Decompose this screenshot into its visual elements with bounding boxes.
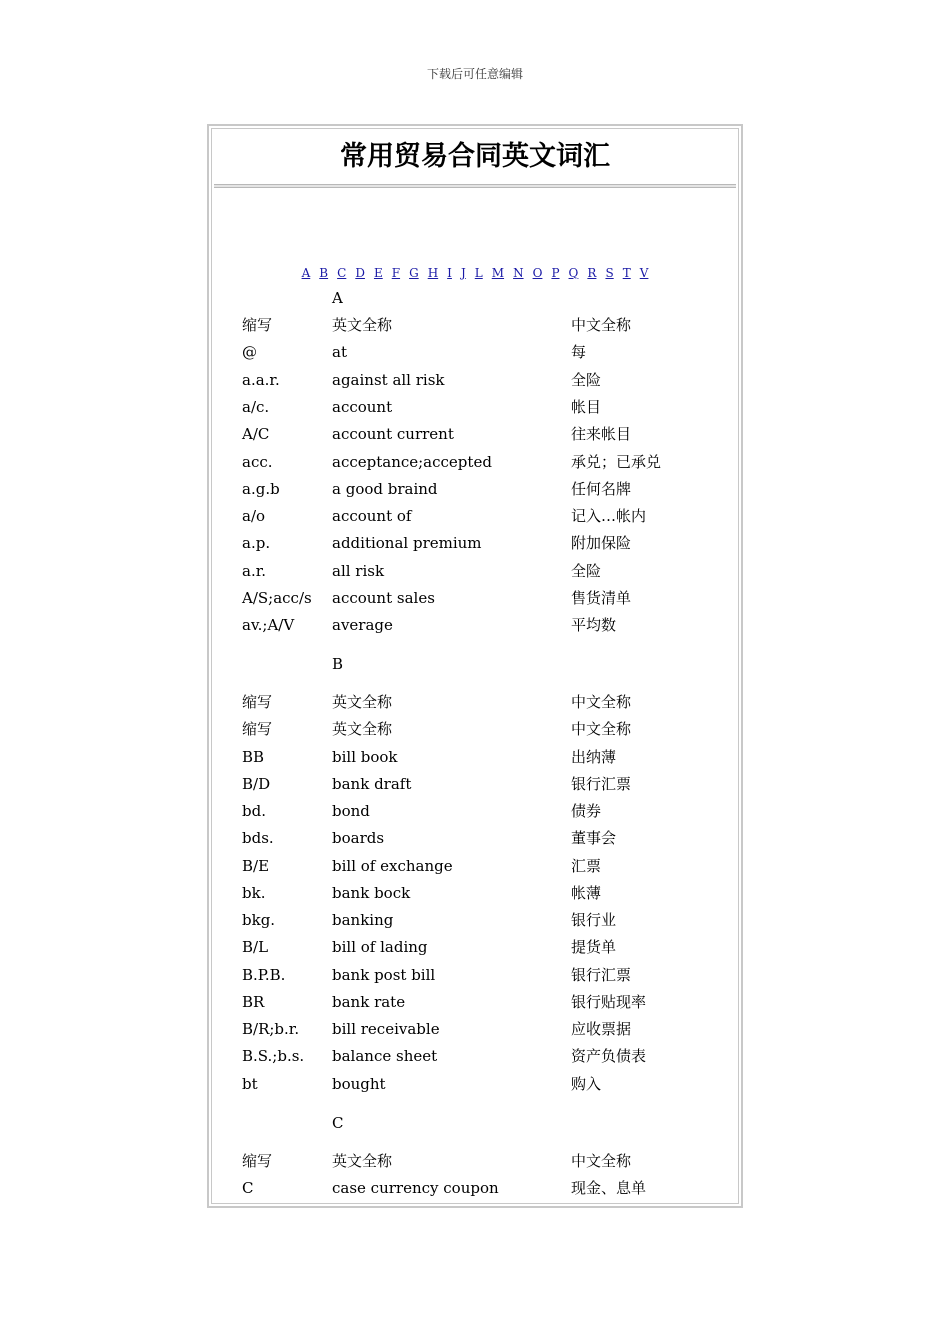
chinese-term-cell: 债券: [571, 802, 602, 820]
index-link-q[interactable]: Q: [568, 266, 579, 280]
english-term-cell: acceptance;accepted: [332, 452, 492, 471]
table-row: [212, 827, 732, 849]
chinese-term-cell: 中文全称: [571, 693, 632, 711]
english-term-cell: bank draft: [332, 774, 412, 793]
index-link-c[interactable]: C: [337, 266, 347, 280]
english-term-cell: bill book: [332, 747, 398, 766]
index-link-f[interactable]: F: [391, 266, 401, 280]
english-term-cell: account current: [332, 425, 454, 444]
chinese-term-cell: 往来帐目: [571, 425, 632, 444]
table-row: [212, 991, 732, 1013]
abbreviation-cell: 缩写: [242, 693, 273, 711]
english-term-cell: bank post bill: [332, 965, 436, 984]
chinese-term-cell: 中文全称: [571, 316, 632, 334]
abbreviation-cell: B/E: [242, 856, 270, 875]
abbreviation-cell: B/L: [242, 938, 269, 957]
chinese-term-cell: 平均数: [571, 616, 617, 635]
table-row: [212, 341, 732, 363]
index-link-i[interactable]: I: [447, 266, 452, 280]
chinese-term-cell: 银行汇票: [571, 965, 632, 984]
abbreviation-cell: B.S.;b.s.: [242, 1047, 305, 1066]
abbreviation-cell: a.p.: [242, 534, 271, 553]
chinese-term-cell: 资产负债表: [571, 1047, 647, 1066]
index-link-d[interactable]: D: [355, 266, 365, 280]
chinese-term-cell: 购入: [571, 1074, 602, 1093]
glossary-table: [207, 124, 743, 1208]
abbreviation-cell: 缩写: [242, 720, 273, 739]
chinese-term-cell: 提货单: [571, 938, 617, 957]
abbreviation-cell: a.g.b: [242, 479, 280, 498]
abbreviation-cell: A/S;acc/s: [242, 589, 312, 607]
chinese-term-cell: 出纳薄: [571, 747, 617, 766]
index-link-s[interactable]: S: [605, 266, 614, 280]
english-term-cell: 英文全称: [332, 693, 393, 711]
abbreviation-cell: bk.: [242, 883, 266, 902]
table-row: [212, 587, 732, 609]
chinese-term-cell: 全险: [571, 370, 602, 389]
page-title: 常用贸易合同英文词汇: [340, 141, 610, 172]
abbreviation-cell: 缩写: [242, 1152, 273, 1170]
table-row: [212, 1045, 732, 1067]
chinese-term-cell: 董事会: [571, 829, 617, 848]
abbreviation-cell: a.r.: [242, 561, 267, 580]
index-link-b[interactable]: B: [319, 266, 329, 280]
chinese-term-cell: 帐目: [571, 397, 602, 416]
chinese-term-cell: 售货清单: [571, 589, 632, 607]
chinese-term-cell: 附加保险: [571, 534, 632, 553]
abbreviation-cell: acc.: [242, 452, 273, 471]
table-header-row: [212, 314, 732, 336]
abbreviation-cell: B.P.B.: [242, 965, 286, 984]
abbreviation-cell: B/R;b.r.: [242, 1020, 300, 1038]
english-term-cell: bill receivable: [332, 1020, 440, 1038]
abbreviation-cell: bd.: [242, 802, 266, 820]
index-link-r[interactable]: R: [587, 266, 597, 280]
english-term-cell: bill of lading: [332, 938, 428, 957]
table-row: [212, 936, 732, 958]
index-link-m[interactable]: M: [491, 266, 505, 280]
chinese-term-cell: 中文全称: [571, 1152, 632, 1170]
english-term-cell: 英文全称: [332, 316, 393, 334]
section-heading-b: B: [332, 655, 344, 673]
table-row: [212, 614, 732, 636]
table-row: [212, 423, 732, 445]
english-term-cell: bond: [332, 802, 370, 820]
index-link-n[interactable]: N: [513, 266, 524, 280]
english-term-cell: additional premium: [332, 534, 482, 553]
english-term-cell: account sales: [332, 589, 435, 607]
chinese-term-cell: 全险: [571, 561, 602, 580]
english-term-cell: boards: [332, 829, 385, 848]
abbreviation-cell: a/o: [242, 507, 266, 526]
table-header-row: [212, 718, 732, 740]
english-term-cell: a good braind: [332, 479, 438, 498]
chinese-term-cell: 承兑；已承兑: [571, 452, 662, 471]
english-term-cell: case currency coupon: [332, 1179, 499, 1198]
chinese-term-cell: 银行汇票: [571, 774, 632, 793]
index-link-j[interactable]: J: [460, 266, 466, 280]
index-link-p[interactable]: P: [551, 266, 560, 280]
table-row: [212, 909, 732, 931]
table-row: [212, 1018, 732, 1040]
chinese-term-cell: 帐薄: [571, 883, 602, 902]
chinese-term-cell: 现金、息单: [571, 1179, 647, 1198]
index-link-t[interactable]: T: [622, 266, 631, 280]
section-heading-c: C: [332, 1114, 344, 1132]
english-term-cell: bank bock: [332, 883, 411, 902]
table-row: [212, 1177, 732, 1199]
abbreviation-cell: 缩写: [242, 316, 273, 334]
table-row: [212, 451, 732, 473]
english-term-cell: bill of exchange: [332, 856, 453, 875]
chinese-term-cell: 记入…帐内: [571, 507, 647, 526]
glossary-table-inner: [211, 128, 739, 1204]
index-link-v[interactable]: V: [639, 266, 649, 280]
chinese-term-cell: 汇票: [571, 856, 602, 875]
english-term-cell: 英文全称: [332, 720, 393, 739]
table-row: [212, 369, 732, 391]
abbreviation-cell: bkg.: [242, 911, 276, 929]
abbreviation-cell: @: [242, 343, 257, 362]
english-term-cell: bank rate: [332, 992, 406, 1011]
table-header-row: [212, 1150, 732, 1172]
table-header-row: [212, 691, 732, 713]
abbreviation-cell: a.a.r.: [242, 370, 280, 389]
table-row: [212, 532, 732, 554]
table-row: [212, 396, 732, 418]
title-divider: [214, 184, 736, 188]
english-term-cell: average: [332, 616, 393, 635]
english-term-cell: at: [332, 343, 347, 362]
english-term-cell: all risk: [332, 561, 385, 580]
abbreviation-cell: bt: [242, 1074, 258, 1093]
abbreviation-cell: bds.: [242, 829, 274, 848]
abbreviation-cell: C: [242, 1179, 254, 1198]
english-term-cell: against all risk: [332, 370, 445, 389]
table-row: [212, 964, 732, 986]
index-link-o[interactable]: O: [532, 266, 543, 280]
table-row: [212, 505, 732, 527]
chinese-term-cell: 银行业: [571, 911, 617, 929]
table-row: [212, 855, 732, 877]
table-row: [212, 478, 732, 500]
table-row: [212, 773, 732, 795]
english-term-cell: banking: [332, 911, 394, 929]
table-row: [212, 882, 732, 904]
page-header-note: 下载后可任意编辑: [426, 67, 523, 81]
index-link-h[interactable]: H: [427, 266, 439, 280]
index-link-e[interactable]: E: [373, 266, 383, 280]
index-link-g[interactable]: G: [409, 266, 419, 280]
table-row: [212, 1073, 732, 1095]
section-heading-a: A: [332, 289, 343, 307]
abbreviation-cell: BB: [242, 747, 265, 766]
abbreviation-cell: A/C: [242, 425, 270, 444]
chinese-term-cell: 银行贴现率: [571, 992, 647, 1011]
abbreviation-cell: BR: [242, 992, 265, 1011]
chinese-term-cell: 应收票据: [571, 1020, 632, 1038]
abbreviation-cell: B/D: [242, 774, 271, 793]
english-term-cell: account of: [332, 507, 412, 526]
table-row: [212, 746, 732, 768]
index-link-a[interactable]: A: [301, 266, 311, 280]
alphabet-index: [212, 264, 738, 282]
index-link-l[interactable]: L: [474, 266, 483, 280]
table-row: [212, 560, 732, 582]
abbreviation-cell: av.;A/V: [242, 616, 295, 635]
chinese-term-cell: 每: [571, 343, 587, 362]
chinese-term-cell: 任何名牌: [571, 479, 632, 498]
abbreviation-cell: a/c.: [242, 397, 270, 416]
chinese-term-cell: 中文全称: [571, 720, 632, 739]
english-term-cell: account: [332, 397, 393, 416]
english-term-cell: balance sheet: [332, 1047, 438, 1066]
table-row: [212, 800, 732, 822]
english-term-cell: bought: [332, 1074, 386, 1093]
english-term-cell: 英文全称: [332, 1152, 393, 1170]
